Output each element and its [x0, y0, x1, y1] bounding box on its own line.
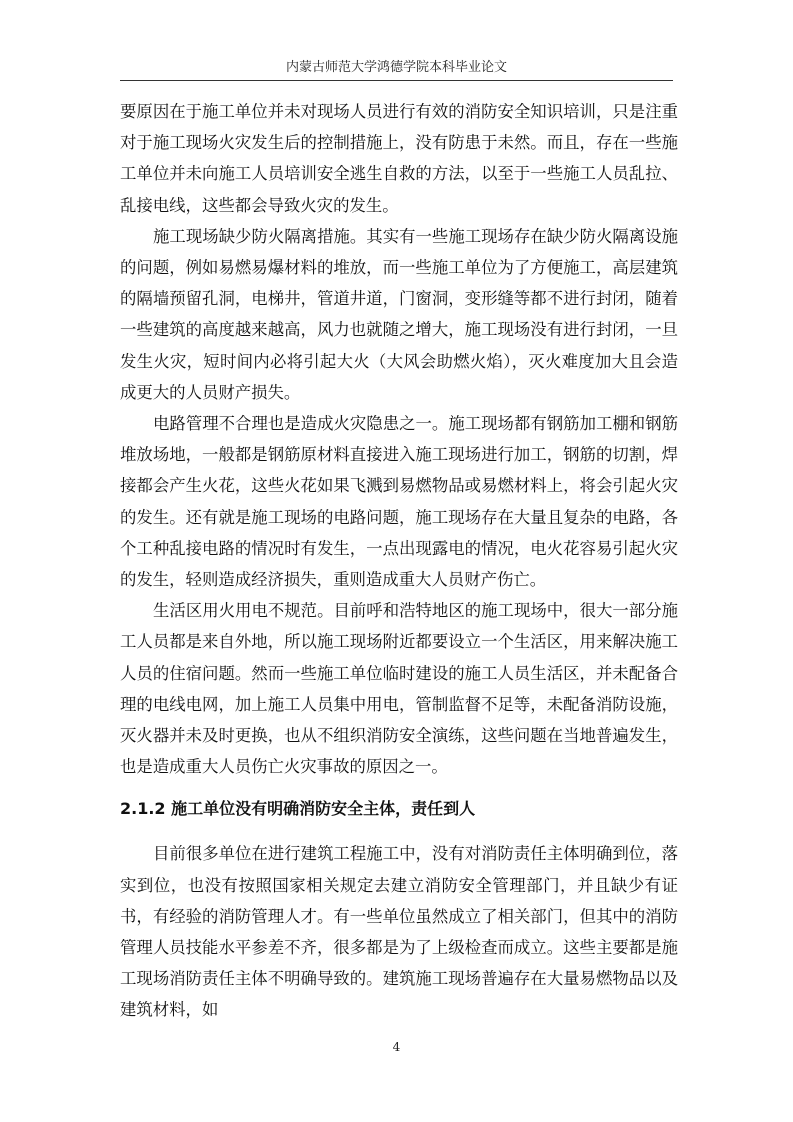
page-number: 4: [392, 1040, 401, 1054]
paragraph-living-area: 生活区用火用电不规范。目前呼和浩特地区的施工现场中，很大一部分施工人员都是来自外地，所以施工现场附近都要设立一个生活区，用来解决施工人员的住宿问题。然而一些施工单位临时建设的施工人员生活区，并未配备合理的电线电网，加上施工人员集中用电，管制监督不足等，未配备消防设施，灭火器并未及时更换，也从不组织消防安全演练，这些问题在当地普遍发生，也是造成重大人员伤亡火灾事故的原因之一。: [120, 601, 678, 777]
paragraph-responsibility: 目前很多单位在进行建筑工程施工中，没有对消防责任主体明确到位，落实到位，也没有按照国家相关规定去建立消防安全管理部门，并且缺少有证书，有经验的消防管理人才。有一些单位虽然成立了相关部门，但其中的消防管理人员技能水平参差不齐，很多都是为了上级检查而成立。这些主要都是施工现场消防责任主体不明确导致的。建筑施工现场普遍存在大量易燃物品以及建筑材料，如: [120, 844, 678, 1020]
paragraph-circuit-management: 电路管理不合理也是造成火灾隐患之一。施工现场都有钢筋加工棚和钢筋堆放场地，一般都是钢筋原材料直接进入施工现场进行加工，钢筋的切割，焊接都会产生火花，这些火花如果飞溅到易燃物品或易燃材料上，将会引起火灾的发生。还有就是施工现场的电路问题，施工现场存在大量且复杂的电路，各个工种乱接电路的情况时有发生，一点出现露电的情况，电火花容易引起火灾的发生，轻则造成经济损失，重则造成重大人员财产伤亡。: [120, 414, 678, 590]
section-heading: 2.1.2 施工单位没有明确消防安全主体，责任到人: [120, 799, 476, 819]
header-rule: [120, 80, 673, 81]
paragraph-fire-isolation: 施工现场缺少防火隔离措施。其实有一些施工现场存在缺少防火隔离设施的问题，例如易燃易爆材料的堆放，而一些施工单位为了方便施工，高层建筑的隔墙预留孔洞，电梯井，管道井道，门窗洞，变形缝等都不进行封闭，随着一些建筑的高度越来越高，风力也就随之增大，施工现场没有进行封闭，一旦发生火灾，短时间内必将引起大火（大风会助燃火焰），灭火难度加大且会造成更大的人员财产损失。: [120, 226, 678, 402]
page-header: 内蒙古师范大学鸿德学院本科毕业论文: [285, 60, 507, 75]
paragraph-training-continued: 要原因在于施工单位并未对现场人员进行有效的消防安全知识培训，只是注重对于施工现场火灾发生后的控制措施上，没有防患于未然。而且，存在一些施工单位并未向施工人员培训安全逃生自救的方法，以至于一些施工人员乱拉、乱接电线，这些都会导致火灾的发生。: [120, 102, 678, 215]
document-body: [120, 96, 678, 1026]
